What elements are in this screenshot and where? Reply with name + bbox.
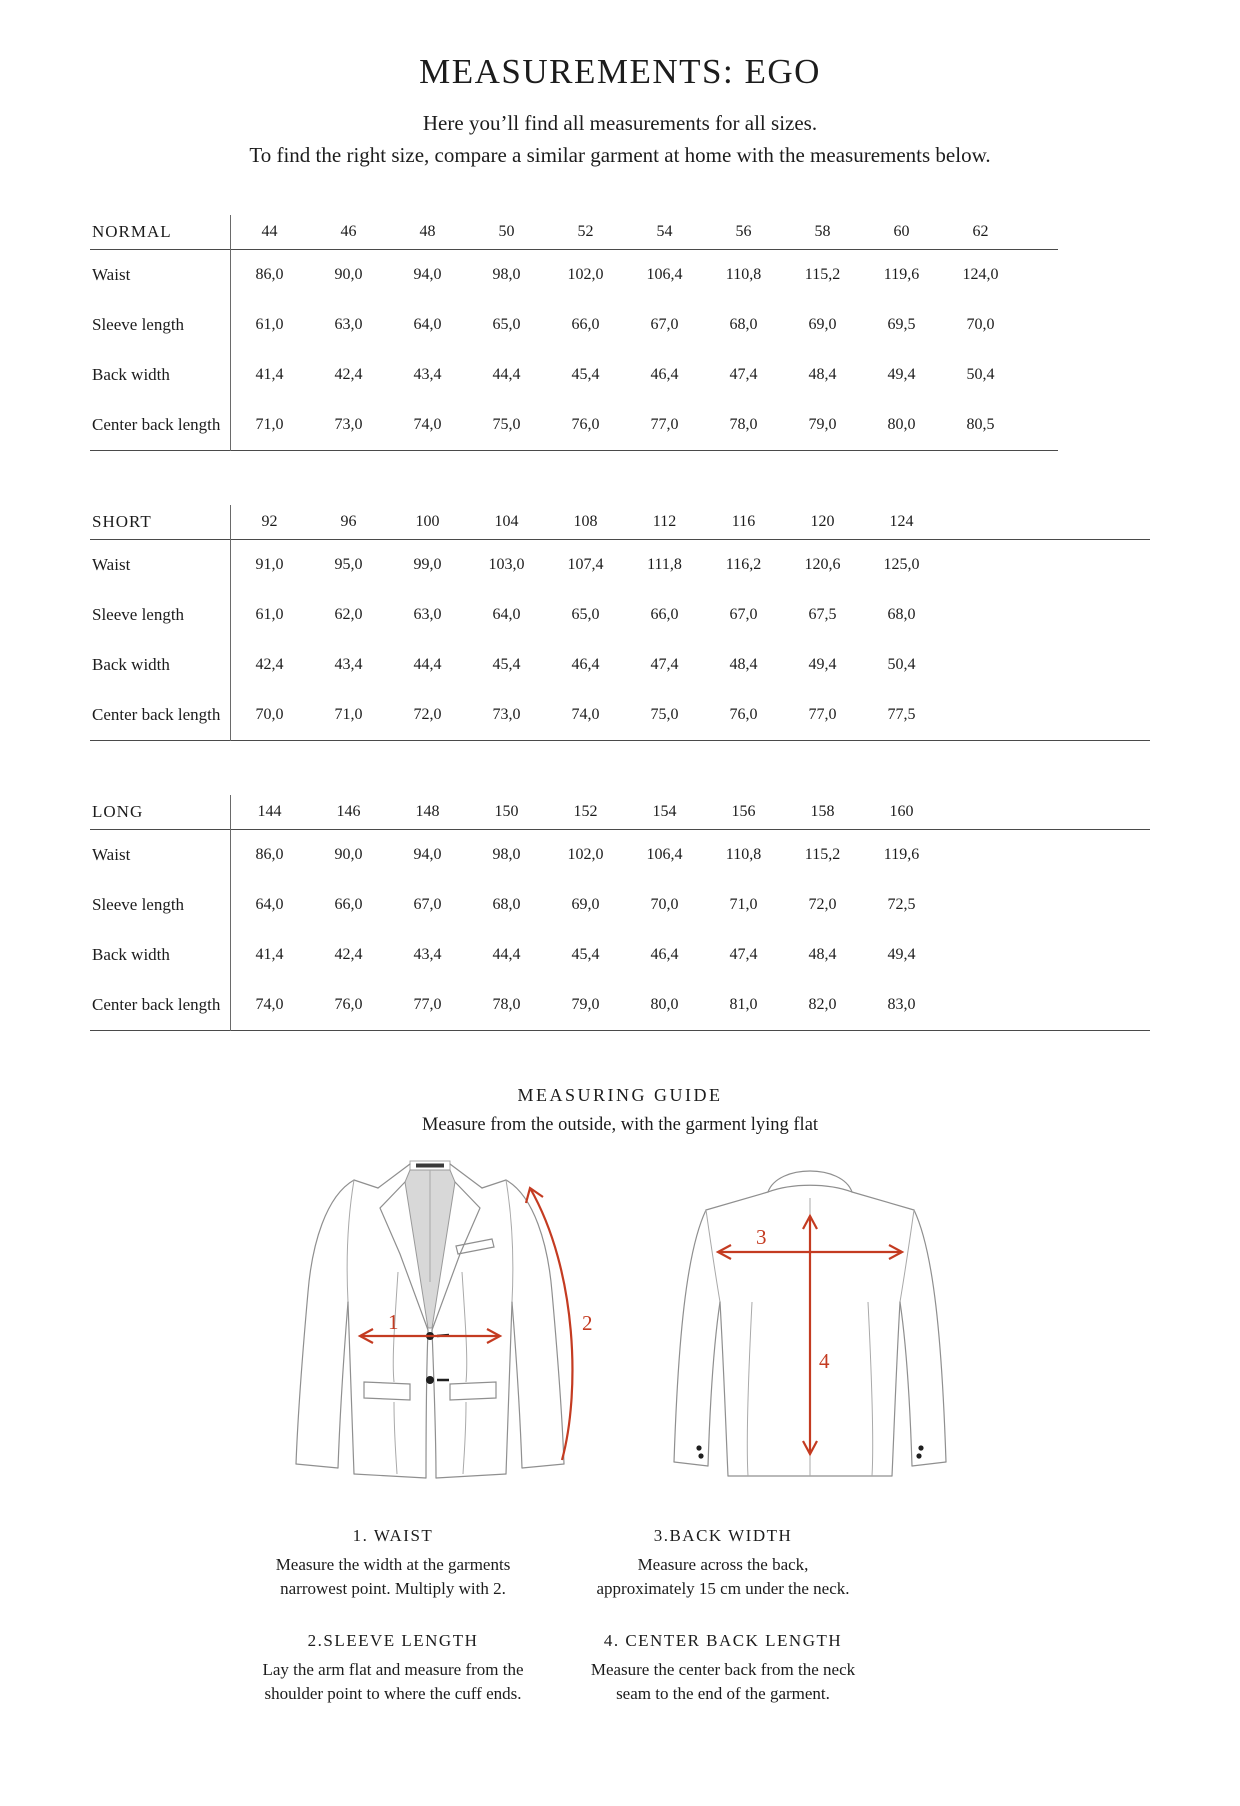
measurement-value: 124,0	[962, 266, 999, 283]
measurement-value: 74,0	[255, 996, 284, 1013]
size-column-header: 60	[893, 223, 910, 240]
measurement-value: 78,0	[729, 416, 758, 433]
measurement-value: 80,5	[966, 416, 995, 433]
size-column-header: 108	[573, 513, 598, 530]
measurement-value: 66,0	[334, 896, 363, 913]
measurement-value: 90,0	[334, 266, 363, 283]
guide-title: MEASURING GUIDE	[517, 1085, 723, 1105]
row-label: Waist	[92, 555, 131, 574]
subtitle-line-1: Here you’ll find all measurements for all sizes.	[422, 111, 818, 135]
size-column-header: 54	[656, 223, 673, 240]
size-column-header: 158	[810, 803, 835, 820]
measurement-value: 115,2	[804, 266, 841, 283]
measurement-value: 79,0	[571, 996, 600, 1013]
table-row	[90, 300, 1240, 350]
measurement-value: 49,4	[808, 656, 837, 673]
size-table-short	[90, 505, 1240, 741]
guide-captions	[228, 1526, 908, 1737]
row-label: Back width	[92, 945, 170, 964]
caption-center-back-length	[558, 1631, 888, 1706]
table-rule	[90, 450, 1058, 451]
measurement-value: 70,0	[255, 706, 284, 723]
measurements-document	[0, 52, 1240, 1737]
sleeve-arrow	[526, 1188, 593, 1460]
size-column-header: 150	[494, 803, 519, 820]
measurement-value: 64,0	[255, 896, 284, 913]
row-label: Sleeve length	[92, 605, 185, 624]
measurement-value: 46,4	[650, 946, 679, 963]
measurement-value: 45,4	[571, 946, 600, 963]
row-label: Waist	[92, 845, 131, 864]
row-label: Waist	[92, 265, 131, 284]
measurement-value: 46,4	[650, 366, 679, 383]
measurement-value: 71,0	[255, 416, 284, 433]
measurement-value: 64,0	[413, 316, 442, 333]
measurement-value: 42,4	[334, 946, 363, 963]
back-width-arrow-label: 3	[756, 1225, 767, 1249]
size-column-header: 124	[889, 513, 914, 530]
size-column-header: 156	[731, 803, 756, 820]
measurement-value: 71,0	[729, 896, 758, 913]
table-row	[90, 590, 1240, 640]
table-title: NORMAL	[92, 222, 172, 241]
measurement-value: 69,5	[887, 316, 916, 333]
size-column-header: 50	[498, 223, 515, 240]
measurement-value: 77,0	[413, 996, 442, 1013]
measurement-value: 67,0	[413, 896, 442, 913]
measurement-value: 65,0	[492, 316, 521, 333]
size-column-header: 48	[419, 223, 436, 240]
sleeve-arrow-label: 2	[582, 1311, 593, 1335]
measurement-value: 70,0	[650, 896, 679, 913]
measurement-value: 48,4	[808, 946, 837, 963]
measurement-value: 91,0	[255, 556, 284, 573]
row-label: Center back length	[92, 415, 221, 434]
measurement-value: 64,0	[492, 606, 521, 623]
size-table-long	[90, 795, 1240, 1031]
table-row	[90, 980, 1240, 1030]
measurement-value: 48,4	[808, 366, 837, 383]
measurement-value: 67,5	[808, 606, 837, 623]
measurement-value: 50,4	[887, 656, 916, 673]
measurement-value: 77,0	[650, 416, 679, 433]
row-label: Back width	[92, 365, 170, 384]
measurement-value: 66,0	[571, 316, 600, 333]
caption-sleeve-length	[228, 1631, 558, 1706]
table-row	[90, 350, 1240, 400]
jacket-illustrations	[0, 1152, 1240, 1492]
table-header-row	[90, 505, 1240, 539]
table-divider	[230, 215, 231, 451]
measurement-value: 66,0	[650, 606, 679, 623]
caption-waist-title: 1. WAIST	[352, 1526, 434, 1545]
guide-subtitle: Measure from the outside, with the garment lying flat	[421, 1115, 819, 1135]
jacket-front-illustration	[260, 1152, 620, 1492]
size-tables	[90, 215, 1240, 1031]
measurement-value: 68,0	[729, 316, 758, 333]
measurement-value: 110,8	[725, 266, 762, 283]
measurement-value: 43,4	[413, 946, 442, 963]
measurement-value: 119,6	[883, 846, 920, 863]
measurement-value: 43,4	[413, 366, 442, 383]
page-subtitle	[0, 108, 1240, 171]
table-rule	[90, 1030, 1150, 1031]
row-label: Sleeve length	[92, 315, 185, 334]
measurement-value: 115,2	[804, 846, 841, 863]
size-column-header: 146	[336, 803, 361, 820]
measurement-value: 102,0	[567, 266, 604, 283]
measurement-value: 119,6	[883, 266, 920, 283]
measurement-value: 77,0	[808, 706, 837, 723]
caption-center-back-length-description: Measure the center back from the neck seam to the end of the garment.	[590, 1660, 856, 1704]
measurement-value: 103,0	[488, 556, 525, 573]
measurement-value: 48,4	[729, 656, 758, 673]
size-column-header: 52	[577, 223, 594, 240]
size-column-header: 112	[652, 513, 677, 530]
measurement-value: 72,0	[808, 896, 837, 913]
measurement-value: 41,4	[255, 366, 284, 383]
measurement-value: 86,0	[255, 266, 284, 283]
measurement-value: 98,0	[492, 266, 521, 283]
caption-waist-description: Measure the width at the garments narrowest point. Multiply with 2.	[275, 1555, 511, 1599]
row-label: Sleeve length	[92, 895, 185, 914]
size-column-header: 120	[810, 513, 835, 530]
size-column-header: 96	[340, 513, 357, 530]
measurement-value: 62,0	[334, 606, 363, 623]
table-row	[90, 250, 1240, 300]
size-column-header: 56	[735, 223, 752, 240]
size-column-header: 92	[261, 513, 278, 530]
size-column-header: 104	[494, 513, 519, 530]
size-column-header: 154	[652, 803, 677, 820]
measurement-value: 45,4	[571, 366, 600, 383]
measurement-value: 72,5	[887, 896, 916, 913]
waist-arrow-label: 1	[388, 1310, 399, 1334]
measurement-value: 79,0	[808, 416, 837, 433]
measurement-value: 44,4	[492, 946, 521, 963]
subtitle-line-2: To find the right size, compare a similar garment at home with the measurements below.	[249, 142, 991, 167]
size-column-header: 160	[889, 803, 914, 820]
caption-sleeve-length-description: Lay the arm flat and measure from the shoulder point to where the cuff ends.	[262, 1660, 524, 1704]
table-header-row	[90, 215, 1240, 249]
measurement-value: 94,0	[413, 266, 442, 283]
measurement-value: 106,4	[646, 266, 683, 283]
measurement-value: 76,0	[571, 416, 600, 433]
measurement-value: 102,0	[567, 846, 604, 863]
size-column-header: 152	[573, 803, 598, 820]
measurement-value: 49,4	[887, 366, 916, 383]
measurement-value: 98,0	[492, 846, 521, 863]
table-row	[90, 400, 1240, 450]
measurement-value: 75,0	[492, 416, 521, 433]
row-label: Back width	[92, 655, 170, 674]
measurement-value: 76,0	[729, 706, 758, 723]
measurement-value: 43,4	[334, 656, 363, 673]
measurement-value: 90,0	[334, 846, 363, 863]
measurement-value: 95,0	[334, 556, 363, 573]
measurement-value: 99,0	[413, 556, 442, 573]
measurement-value: 77,5	[887, 706, 916, 723]
size-column-header: 116	[731, 513, 756, 530]
captions-left-column	[228, 1526, 558, 1737]
measurement-value: 46,4	[571, 656, 600, 673]
measurement-value: 81,0	[729, 996, 758, 1013]
table-row	[90, 690, 1240, 740]
measurement-value: 106,4	[646, 846, 683, 863]
measurement-value: 82,0	[808, 996, 837, 1013]
size-column-header: 100	[415, 513, 440, 530]
table-header-row	[90, 795, 1240, 829]
row-label: Center back length	[92, 995, 221, 1014]
table-divider	[230, 505, 231, 741]
size-column-header: 46	[340, 223, 357, 240]
measurement-value: 71,0	[334, 706, 363, 723]
measurement-value: 70,0	[966, 316, 995, 333]
measurement-value: 63,0	[413, 606, 442, 623]
measurement-value: 69,0	[571, 896, 600, 913]
size-column-header: 62	[972, 223, 989, 240]
row-label: Center back length	[92, 705, 221, 724]
measurement-value: 61,0	[255, 606, 284, 623]
measurement-value: 47,4	[729, 366, 758, 383]
measurement-value: 83,0	[887, 996, 916, 1013]
table-divider	[230, 795, 231, 1031]
caption-waist	[228, 1526, 558, 1601]
measurement-value: 50,4	[966, 366, 995, 383]
measurement-value: 68,0	[492, 896, 521, 913]
caption-sleeve-length-title: 2.SLEEVE LENGTH	[307, 1631, 479, 1651]
measurement-value: 67,0	[650, 316, 679, 333]
measurement-value: 125,0	[883, 556, 920, 573]
table-title: SHORT	[92, 512, 152, 531]
table-row	[90, 540, 1240, 590]
measurement-value: 47,4	[729, 946, 758, 963]
measurement-value: 80,0	[887, 416, 916, 433]
measurement-value: 116,2	[725, 556, 762, 573]
table-row	[90, 930, 1240, 980]
jacket-back-illustration	[640, 1152, 980, 1492]
measurement-value: 110,8	[725, 846, 762, 863]
measurement-value: 111,8	[647, 556, 682, 573]
measurement-value: 44,4	[413, 656, 442, 673]
caption-back-width-title: 3.BACK WIDTH	[653, 1526, 793, 1545]
measurement-value: 73,0	[492, 706, 521, 723]
measurement-value: 74,0	[413, 416, 442, 433]
measurement-value: 94,0	[413, 846, 442, 863]
measurement-value: 67,0	[729, 606, 758, 623]
caption-center-back-length-title: 4. CENTER BACK LENGTH	[603, 1631, 843, 1651]
table-row	[90, 880, 1240, 930]
table-title: LONG	[92, 802, 144, 821]
size-column-header: 144	[257, 803, 282, 820]
table-row	[90, 640, 1240, 690]
measurement-value: 41,4	[255, 946, 284, 963]
measurement-value: 107,4	[567, 556, 604, 573]
measurement-value: 68,0	[887, 606, 916, 623]
size-table-normal	[90, 215, 1240, 451]
measurement-value: 86,0	[255, 846, 284, 863]
measurement-value: 69,0	[808, 316, 837, 333]
page-title: MEASUREMENTS: EGO	[419, 52, 821, 91]
measurement-value: 47,4	[650, 656, 679, 673]
measurement-value: 45,4	[492, 656, 521, 673]
measurement-value: 42,4	[334, 366, 363, 383]
table-row	[90, 830, 1240, 880]
size-column-header: 44	[261, 223, 278, 240]
measurement-value: 44,4	[492, 366, 521, 383]
caption-back-width-description: Measure across the back, approximately 15 cm under the neck.	[596, 1555, 850, 1599]
center-back-arrow-label: 4	[819, 1349, 830, 1373]
measurement-value: 80,0	[650, 996, 679, 1013]
measurement-value: 65,0	[571, 606, 600, 623]
measurement-value: 78,0	[492, 996, 521, 1013]
measurement-value: 76,0	[334, 996, 363, 1013]
measurement-value: 61,0	[255, 316, 284, 333]
measurement-value: 75,0	[650, 706, 679, 723]
measurement-value: 74,0	[571, 706, 600, 723]
measurement-value: 120,6	[804, 556, 841, 573]
caption-back-width	[558, 1526, 888, 1601]
size-column-header: 58	[814, 223, 831, 240]
measurement-value: 63,0	[334, 316, 363, 333]
measurement-value: 72,0	[413, 706, 442, 723]
table-rule	[90, 740, 1150, 741]
measurement-value: 42,4	[255, 656, 284, 673]
captions-right-column	[558, 1526, 888, 1737]
size-column-header: 148	[415, 803, 440, 820]
measurement-value: 73,0	[334, 416, 363, 433]
measuring-guide	[0, 1085, 1240, 1737]
measurement-value: 49,4	[887, 946, 916, 963]
